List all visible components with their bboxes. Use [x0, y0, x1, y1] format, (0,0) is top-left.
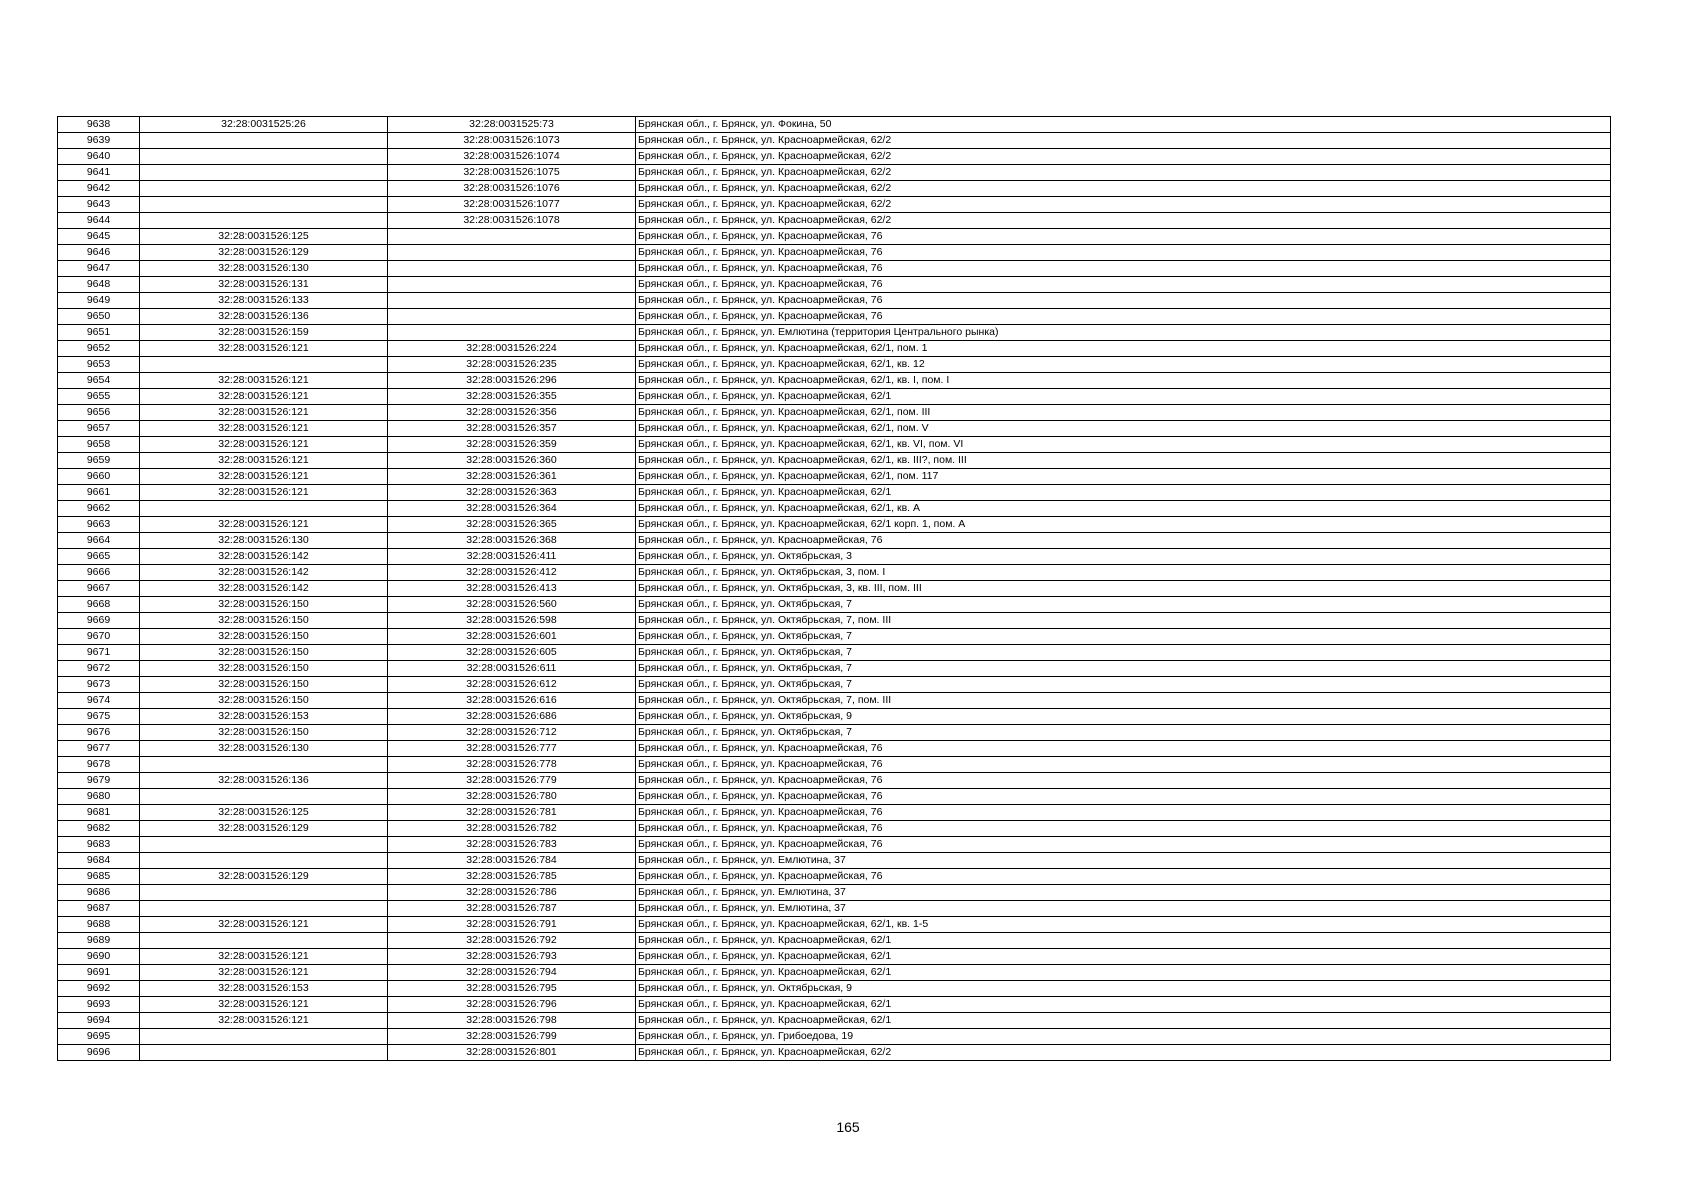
address-cell: Брянская обл., г. Брянск, ул. Красноармейская, 62/1 корп. 1, пом. А: [636, 517, 1611, 533]
address-cell: Брянская обл., г. Брянск, ул. Красноармейская, 76: [636, 293, 1611, 309]
address-cell: Брянская обл., г. Брянск, ул. Красноармейская, 62/1: [636, 1013, 1611, 1029]
table-row: [58, 421, 1611, 437]
row-number-cell: 9658: [58, 437, 140, 453]
address-cell: Брянская обл., г. Брянск, ул. Красноармейская, 62/2: [636, 165, 1611, 181]
address-cell: Брянская обл., г. Брянск, ул. Красноармейская, 62/1, кв. I, пом. I: [636, 373, 1611, 389]
object-cadastral-number-cell: 32:28:0031526:560: [388, 597, 636, 613]
address-cell: Брянская обл., г. Брянск, ул. Грибоедова, 19: [636, 1029, 1611, 1045]
table-row: [58, 581, 1611, 597]
row-number-cell: 9655: [58, 389, 140, 405]
row-number-cell: 9660: [58, 469, 140, 485]
parcel-cadastral-number-cell: [140, 837, 388, 853]
table-row: [58, 1013, 1611, 1029]
table-row: [58, 645, 1611, 661]
parcel-cadastral-number-cell: [140, 901, 388, 917]
object-cadastral-number-cell: 32:28:0031526:801: [388, 1045, 636, 1061]
table-row: [58, 997, 1611, 1013]
parcel-cadastral-number-cell: 32:28:0031526:153: [140, 709, 388, 725]
row-number-cell: 9688: [58, 917, 140, 933]
address-cell: Брянская обл., г. Брянск, ул. Октябрьская, 3, кв. III, пом. III: [636, 581, 1611, 597]
object-cadastral-number-cell: 32:28:0031526:413: [388, 581, 636, 597]
object-cadastral-number-cell: 32:28:0031526:785: [388, 869, 636, 885]
row-number-cell: 9649: [58, 293, 140, 309]
table-row: [58, 533, 1611, 549]
object-cadastral-number-cell: 32:28:0031526:612: [388, 677, 636, 693]
address-cell: Брянская обл., г. Брянск, ул. Красноармейская, 76: [636, 245, 1611, 261]
parcel-cadastral-number-cell: [140, 885, 388, 901]
parcel-cadastral-number-cell: 32:28:0031526:159: [140, 325, 388, 341]
object-cadastral-number-cell: 32:28:0031526:786: [388, 885, 636, 901]
parcel-cadastral-number-cell: 32:28:0031526:142: [140, 581, 388, 597]
table-row: [58, 405, 1611, 421]
parcel-cadastral-number-cell: 32:28:0031526:136: [140, 773, 388, 789]
table-row: [58, 325, 1611, 341]
parcel-cadastral-number-cell: 32:28:0031526:121: [140, 1013, 388, 1029]
row-number-cell: 9647: [58, 261, 140, 277]
parcel-cadastral-number-cell: [140, 757, 388, 773]
table-row: [58, 565, 1611, 581]
row-number-cell: 9679: [58, 773, 140, 789]
object-cadastral-number-cell: [388, 277, 636, 293]
row-number-cell: 9678: [58, 757, 140, 773]
address-cell: Брянская обл., г. Брянск, ул. Октябрьская, 7: [636, 677, 1611, 693]
address-cell: Брянская обл., г. Брянск, ул. Красноармейская, 62/1: [636, 933, 1611, 949]
parcel-cadastral-number-cell: [140, 357, 388, 373]
address-cell: Брянская обл., г. Брянск, ул. Красноармейская, 62/1, кв. VI, пом. VI: [636, 437, 1611, 453]
address-cell: Брянская обл., г. Брянск, ул. Октябрьская, 7, пом. III: [636, 693, 1611, 709]
row-number-cell: 9677: [58, 741, 140, 757]
object-cadastral-number-cell: 32:28:0031526:605: [388, 645, 636, 661]
parcel-cadastral-number-cell: [140, 853, 388, 869]
table-row: [58, 805, 1611, 821]
object-cadastral-number-cell: 32:28:0031526:598: [388, 613, 636, 629]
registry-table: [57, 116, 1611, 1061]
row-number-cell: 9686: [58, 885, 140, 901]
object-cadastral-number-cell: 32:28:0031526:794: [388, 965, 636, 981]
object-cadastral-number-cell: [388, 325, 636, 341]
address-cell: Брянская обл., г. Брянск, ул. Красноармейская, 76: [636, 789, 1611, 805]
object-cadastral-number-cell: [388, 293, 636, 309]
object-cadastral-number-cell: 32:28:0031526:795: [388, 981, 636, 997]
address-cell: Брянская обл., г. Брянск, ул. Красноармейская, 76: [636, 533, 1611, 549]
parcel-cadastral-number-cell: 32:28:0031526:131: [140, 277, 388, 293]
object-cadastral-number-cell: 32:28:0031526:611: [388, 661, 636, 677]
row-number-cell: 9673: [58, 677, 140, 693]
address-cell: Брянская обл., г. Брянск, ул. Октябрьская, 7: [636, 661, 1611, 677]
parcel-cadastral-number-cell: 32:28:0031526:121: [140, 965, 388, 981]
row-number-cell: 9681: [58, 805, 140, 821]
table-row: [58, 901, 1611, 917]
parcel-cadastral-number-cell: [140, 181, 388, 197]
parcel-cadastral-number-cell: 32:28:0031526:130: [140, 261, 388, 277]
table-row: [58, 661, 1611, 677]
table-row: [58, 357, 1611, 373]
address-cell: Брянская обл., г. Брянск, ул. Красноармейская, 62/1, кв. А: [636, 501, 1611, 517]
table-row: [58, 261, 1611, 277]
address-cell: Брянская обл., г. Брянск, ул. Октябрьская, 7, пом. III: [636, 613, 1611, 629]
parcel-cadastral-number-cell: 32:28:0031525:26: [140, 117, 388, 133]
row-number-cell: 9661: [58, 485, 140, 501]
object-cadastral-number-cell: 32:28:0031526:601: [388, 629, 636, 645]
object-cadastral-number-cell: 32:28:0031526:793: [388, 949, 636, 965]
table-row: [58, 933, 1611, 949]
address-cell: Брянская обл., г. Брянск, ул. Октябрьская, 9: [636, 709, 1611, 725]
row-number-cell: 9653: [58, 357, 140, 373]
address-cell: Брянская обл., г. Брянск, ул. Красноармейская, 76: [636, 869, 1611, 885]
parcel-cadastral-number-cell: 32:28:0031526:142: [140, 549, 388, 565]
object-cadastral-number-cell: 32:28:0031526:357: [388, 421, 636, 437]
table-row: [58, 725, 1611, 741]
object-cadastral-number-cell: 32:28:0031525:73: [388, 117, 636, 133]
parcel-cadastral-number-cell: 32:28:0031526:121: [140, 469, 388, 485]
row-number-cell: 9675: [58, 709, 140, 725]
object-cadastral-number-cell: 32:28:0031526:712: [388, 725, 636, 741]
row-number-cell: 9662: [58, 501, 140, 517]
table-row: [58, 613, 1611, 629]
object-cadastral-number-cell: 32:28:0031526:781: [388, 805, 636, 821]
parcel-cadastral-number-cell: 32:28:0031526:130: [140, 741, 388, 757]
address-cell: Брянская обл., г. Брянск, ул. Красноармейская, 62/1, кв. 1-5: [636, 917, 1611, 933]
object-cadastral-number-cell: 32:28:0031526:411: [388, 549, 636, 565]
object-cadastral-number-cell: 32:28:0031526:791: [388, 917, 636, 933]
address-cell: Брянская обл., г. Брянск, ул. Красноармейская, 62/1: [636, 965, 1611, 981]
parcel-cadastral-number-cell: 32:28:0031526:129: [140, 245, 388, 261]
address-cell: Брянская обл., г. Брянск, ул. Октябрьская, 3: [636, 549, 1611, 565]
row-number-cell: 9692: [58, 981, 140, 997]
parcel-cadastral-number-cell: 32:28:0031526:121: [140, 917, 388, 933]
row-number-cell: 9663: [58, 517, 140, 533]
parcel-cadastral-number-cell: 32:28:0031526:121: [140, 341, 388, 357]
row-number-cell: 9672: [58, 661, 140, 677]
object-cadastral-number-cell: 32:28:0031526:355: [388, 389, 636, 405]
table-row: [58, 389, 1611, 405]
parcel-cadastral-number-cell: 32:28:0031526:129: [140, 869, 388, 885]
object-cadastral-number-cell: 32:28:0031526:365: [388, 517, 636, 533]
table-row: [58, 149, 1611, 165]
parcel-cadastral-number-cell: 32:28:0031526:121: [140, 949, 388, 965]
table-row: [58, 197, 1611, 213]
parcel-cadastral-number-cell: 32:28:0031526:121: [140, 437, 388, 453]
object-cadastral-number-cell: [388, 229, 636, 245]
address-cell: Брянская обл., г. Брянск, ул. Красноармейская, 76: [636, 757, 1611, 773]
parcel-cadastral-number-cell: 32:28:0031526:125: [140, 229, 388, 245]
parcel-cadastral-number-cell: 32:28:0031526:133: [140, 293, 388, 309]
row-number-cell: 9684: [58, 853, 140, 869]
object-cadastral-number-cell: 32:28:0031526:363: [388, 485, 636, 501]
address-cell: Брянская обл., г. Брянск, ул. Красноармейская, 62/1: [636, 389, 1611, 405]
table-row: [58, 757, 1611, 773]
row-number-cell: 9646: [58, 245, 140, 261]
address-cell: Брянская обл., г. Брянск, ул. Красноармейская, 62/1: [636, 997, 1611, 1013]
parcel-cadastral-number-cell: 32:28:0031526:150: [140, 629, 388, 645]
address-cell: Брянская обл., г. Брянск, ул. Красноармейская, 76: [636, 741, 1611, 757]
row-number-cell: 9644: [58, 213, 140, 229]
table-row: [58, 741, 1611, 757]
parcel-cadastral-number-cell: [140, 789, 388, 805]
table-row: [58, 517, 1611, 533]
table-row: [58, 597, 1611, 613]
object-cadastral-number-cell: 32:28:0031526:792: [388, 933, 636, 949]
table-row: [58, 373, 1611, 389]
row-number-cell: 9654: [58, 373, 140, 389]
object-cadastral-number-cell: 32:28:0031526:796: [388, 997, 636, 1013]
table-row: [58, 469, 1611, 485]
parcel-cadastral-number-cell: 32:28:0031526:121: [140, 997, 388, 1013]
object-cadastral-number-cell: 32:28:0031526:787: [388, 901, 636, 917]
row-number-cell: 9648: [58, 277, 140, 293]
row-number-cell: 9645: [58, 229, 140, 245]
address-cell: Брянская обл., г. Брянск, ул. Красноармейская, 62/1, кв. 12: [636, 357, 1611, 373]
table-row: [58, 309, 1611, 325]
row-number-cell: 9690: [58, 949, 140, 965]
object-cadastral-number-cell: 32:28:0031526:224: [388, 341, 636, 357]
parcel-cadastral-number-cell: 32:28:0031526:150: [140, 645, 388, 661]
address-cell: Брянская обл., г. Брянск, ул. Красноармейская, 76: [636, 309, 1611, 325]
row-number-cell: 9689: [58, 933, 140, 949]
object-cadastral-number-cell: 32:28:0031526:798: [388, 1013, 636, 1029]
object-cadastral-number-cell: 32:28:0031526:778: [388, 757, 636, 773]
parcel-cadastral-number-cell: 32:28:0031526:150: [140, 693, 388, 709]
table-row: [58, 869, 1611, 885]
row-number-cell: 9657: [58, 421, 140, 437]
table-row: [58, 485, 1611, 501]
parcel-cadastral-number-cell: 32:28:0031526:150: [140, 725, 388, 741]
table-row: [58, 693, 1611, 709]
object-cadastral-number-cell: 32:28:0031526:356: [388, 405, 636, 421]
address-cell: Брянская обл., г. Брянск, ул. Красноармейская, 62/2: [636, 181, 1611, 197]
table-row: [58, 821, 1611, 837]
object-cadastral-number-cell: 32:28:0031526:368: [388, 533, 636, 549]
object-cadastral-number-cell: 32:28:0031526:616: [388, 693, 636, 709]
parcel-cadastral-number-cell: 32:28:0031526:121: [140, 485, 388, 501]
address-cell: Брянская обл., г. Брянск, ул. Красноармейская, 76: [636, 821, 1611, 837]
parcel-cadastral-number-cell: [140, 1029, 388, 1045]
row-number-cell: 9669: [58, 613, 140, 629]
parcel-cadastral-number-cell: 32:28:0031526:121: [140, 389, 388, 405]
row-number-cell: 9652: [58, 341, 140, 357]
row-number-cell: 9664: [58, 533, 140, 549]
object-cadastral-number-cell: 32:28:0031526:1075: [388, 165, 636, 181]
row-number-cell: 9682: [58, 821, 140, 837]
address-cell: Брянская обл., г. Брянск, ул. Красноармейская, 62/2: [636, 149, 1611, 165]
table-row: [58, 981, 1611, 997]
row-number-cell: 9668: [58, 597, 140, 613]
address-cell: Брянская обл., г. Брянск, ул. Красноармейская, 62/1: [636, 485, 1611, 501]
object-cadastral-number-cell: [388, 309, 636, 325]
address-cell: Брянская обл., г. Брянск, ул. Красноармейская, 62/1, пом. V: [636, 421, 1611, 437]
table-row: [58, 229, 1611, 245]
table-row: [58, 629, 1611, 645]
address-cell: Брянская обл., г. Брянск, ул. Октябрьская, 7: [636, 597, 1611, 613]
row-number-cell: 9650: [58, 309, 140, 325]
parcel-cadastral-number-cell: [140, 133, 388, 149]
object-cadastral-number-cell: 32:28:0031526:1076: [388, 181, 636, 197]
row-number-cell: 9638: [58, 117, 140, 133]
parcel-cadastral-number-cell: [140, 165, 388, 181]
address-cell: Брянская обл., г. Брянск, ул. Красноармейская, 62/2: [636, 197, 1611, 213]
parcel-cadastral-number-cell: 32:28:0031526:121: [140, 405, 388, 421]
address-cell: Брянская обл., г. Брянск, ул. Красноармейская, 76: [636, 773, 1611, 789]
table-row: [58, 853, 1611, 869]
object-cadastral-number-cell: 32:28:0031526:686: [388, 709, 636, 725]
object-cadastral-number-cell: 32:28:0031526:777: [388, 741, 636, 757]
table-row: [58, 917, 1611, 933]
table-row: [58, 245, 1611, 261]
parcel-cadastral-number-cell: 32:28:0031526:121: [140, 453, 388, 469]
address-cell: Брянская обл., г. Брянск, ул. Октябрьская, 9: [636, 981, 1611, 997]
row-number-cell: 9667: [58, 581, 140, 597]
address-cell: Брянская обл., г. Брянск, ул. Октябрьская, 7: [636, 629, 1611, 645]
address-cell: Брянская обл., г. Брянск, ул. Емлютина (территория Центрального рынка): [636, 325, 1611, 341]
parcel-cadastral-number-cell: 32:28:0031526:150: [140, 677, 388, 693]
parcel-cadastral-number-cell: [140, 213, 388, 229]
row-number-cell: 9656: [58, 405, 140, 421]
object-cadastral-number-cell: 32:28:0031526:1078: [388, 213, 636, 229]
address-cell: Брянская обл., г. Брянск, ул. Красноармейская, 76: [636, 229, 1611, 245]
row-number-cell: 9687: [58, 901, 140, 917]
table-row: [58, 1045, 1611, 1061]
parcel-cadastral-number-cell: 32:28:0031526:125: [140, 805, 388, 821]
table-row: [58, 709, 1611, 725]
row-number-cell: 9640: [58, 149, 140, 165]
row-number-cell: 9674: [58, 693, 140, 709]
address-cell: Брянская обл., г. Брянск, ул. Красноармейская, 62/1, пом. 1: [636, 341, 1611, 357]
row-number-cell: 9680: [58, 789, 140, 805]
page-number: 165: [836, 1119, 860, 1135]
table-row: [58, 677, 1611, 693]
address-cell: Брянская обл., г. Брянск, ул. Красноармейская, 76: [636, 261, 1611, 277]
parcel-cadastral-number-cell: [140, 1045, 388, 1061]
address-cell: Брянская обл., г. Брянск, ул. Красноармейская, 76: [636, 277, 1611, 293]
row-number-cell: 9676: [58, 725, 140, 741]
row-number-cell: 9693: [58, 997, 140, 1013]
parcel-cadastral-number-cell: 32:28:0031526:150: [140, 613, 388, 629]
object-cadastral-number-cell: 32:28:0031526:1074: [388, 149, 636, 165]
table-row: [58, 837, 1611, 853]
table-row: [58, 165, 1611, 181]
table-row: [58, 965, 1611, 981]
row-number-cell: 9666: [58, 565, 140, 581]
object-cadastral-number-cell: 32:28:0031526:361: [388, 469, 636, 485]
object-cadastral-number-cell: 32:28:0031526:296: [388, 373, 636, 389]
table-row: [58, 1029, 1611, 1045]
address-cell: Брянская обл., г. Брянск, ул. Красноармейская, 62/1, кв. III?, пом. III: [636, 453, 1611, 469]
address-cell: Брянская обл., г. Брянск, ул. Октябрьская, 7: [636, 725, 1611, 741]
parcel-cadastral-number-cell: 32:28:0031526:121: [140, 517, 388, 533]
parcel-cadastral-number-cell: 32:28:0031526:153: [140, 981, 388, 997]
parcel-cadastral-number-cell: 32:28:0031526:121: [140, 373, 388, 389]
object-cadastral-number-cell: 32:28:0031526:779: [388, 773, 636, 789]
table-row: [58, 181, 1611, 197]
table-row: [58, 773, 1611, 789]
registry-table-body: [58, 117, 1611, 1061]
table-row: [58, 133, 1611, 149]
address-cell: Брянская обл., г. Брянск, ул. Красноармейская, 62/1, пом. 117: [636, 469, 1611, 485]
table-row: [58, 437, 1611, 453]
object-cadastral-number-cell: 32:28:0031526:799: [388, 1029, 636, 1045]
address-cell: Брянская обл., г. Брянск, ул. Емлютина, 37: [636, 853, 1611, 869]
address-cell: Брянская обл., г. Брянск, ул. Красноармейская, 76: [636, 805, 1611, 821]
table-row: [58, 549, 1611, 565]
parcel-cadastral-number-cell: 32:28:0031526:150: [140, 661, 388, 677]
parcel-cadastral-number-cell: 32:28:0031526:142: [140, 565, 388, 581]
parcel-cadastral-number-cell: 32:28:0031526:129: [140, 821, 388, 837]
row-number-cell: 9642: [58, 181, 140, 197]
parcel-cadastral-number-cell: 32:28:0031526:136: [140, 309, 388, 325]
row-number-cell: 9683: [58, 837, 140, 853]
address-cell: Брянская обл., г. Брянск, ул. Фокина, 50: [636, 117, 1611, 133]
address-cell: Брянская обл., г. Брянск, ул. Емлютина, 37: [636, 885, 1611, 901]
object-cadastral-number-cell: 32:28:0031526:782: [388, 821, 636, 837]
object-cadastral-number-cell: 32:28:0031526:780: [388, 789, 636, 805]
table-row: [58, 341, 1611, 357]
address-cell: Брянская обл., г. Брянск, ул. Красноармейская, 76: [636, 837, 1611, 853]
table-row: [58, 949, 1611, 965]
table-row: [58, 277, 1611, 293]
object-cadastral-number-cell: 32:28:0031526:364: [388, 501, 636, 517]
table-row: [58, 501, 1611, 517]
parcel-cadastral-number-cell: [140, 501, 388, 517]
object-cadastral-number-cell: 32:28:0031526:235: [388, 357, 636, 373]
parcel-cadastral-number-cell: [140, 933, 388, 949]
address-cell: Брянская обл., г. Брянск, ул. Емлютина, 37: [636, 901, 1611, 917]
object-cadastral-number-cell: 32:28:0031526:359: [388, 437, 636, 453]
object-cadastral-number-cell: 32:28:0031526:1077: [388, 197, 636, 213]
address-cell: Брянская обл., г. Брянск, ул. Октябрьская, 7: [636, 645, 1611, 661]
row-number-cell: 9694: [58, 1013, 140, 1029]
parcel-cadastral-number-cell: [140, 197, 388, 213]
table-row: [58, 117, 1611, 133]
table-row: [58, 213, 1611, 229]
row-number-cell: 9685: [58, 869, 140, 885]
row-number-cell: 9643: [58, 197, 140, 213]
object-cadastral-number-cell: 32:28:0031526:784: [388, 853, 636, 869]
address-cell: Брянская обл., г. Брянск, ул. Октябрьская, 3, пом. I: [636, 565, 1611, 581]
address-cell: Брянская обл., г. Брянск, ул. Красноармейская, 62/1, пом. III: [636, 405, 1611, 421]
row-number-cell: 9665: [58, 549, 140, 565]
table-row: [58, 453, 1611, 469]
object-cadastral-number-cell: [388, 245, 636, 261]
parcel-cadastral-number-cell: 32:28:0031526:121: [140, 421, 388, 437]
object-cadastral-number-cell: 32:28:0031526:412: [388, 565, 636, 581]
row-number-cell: 9670: [58, 629, 140, 645]
parcel-cadastral-number-cell: 32:28:0031526:130: [140, 533, 388, 549]
row-number-cell: 9671: [58, 645, 140, 661]
row-number-cell: 9691: [58, 965, 140, 981]
row-number-cell: 9696: [58, 1045, 140, 1061]
object-cadastral-number-cell: 32:28:0031526:1073: [388, 133, 636, 149]
row-number-cell: 9651: [58, 325, 140, 341]
row-number-cell: 9695: [58, 1029, 140, 1045]
parcel-cadastral-number-cell: 32:28:0031526:150: [140, 597, 388, 613]
row-number-cell: 9641: [58, 165, 140, 181]
object-cadastral-number-cell: [388, 261, 636, 277]
address-cell: Брянская обл., г. Брянск, ул. Красноармейская, 62/2: [636, 1045, 1611, 1061]
object-cadastral-number-cell: 32:28:0031526:360: [388, 453, 636, 469]
object-cadastral-number-cell: 32:28:0031526:783: [388, 837, 636, 853]
table-row: [58, 789, 1611, 805]
row-number-cell: 9639: [58, 133, 140, 149]
table-row: [58, 293, 1611, 309]
address-cell: Брянская обл., г. Брянск, ул. Красноармейская, 62/1: [636, 949, 1611, 965]
address-cell: Брянская обл., г. Брянск, ул. Красноармейская, 62/2: [636, 213, 1611, 229]
parcel-cadastral-number-cell: [140, 149, 388, 165]
row-number-cell: 9659: [58, 453, 140, 469]
table-row: [58, 885, 1611, 901]
address-cell: Брянская обл., г. Брянск, ул. Красноармейская, 62/2: [636, 133, 1611, 149]
